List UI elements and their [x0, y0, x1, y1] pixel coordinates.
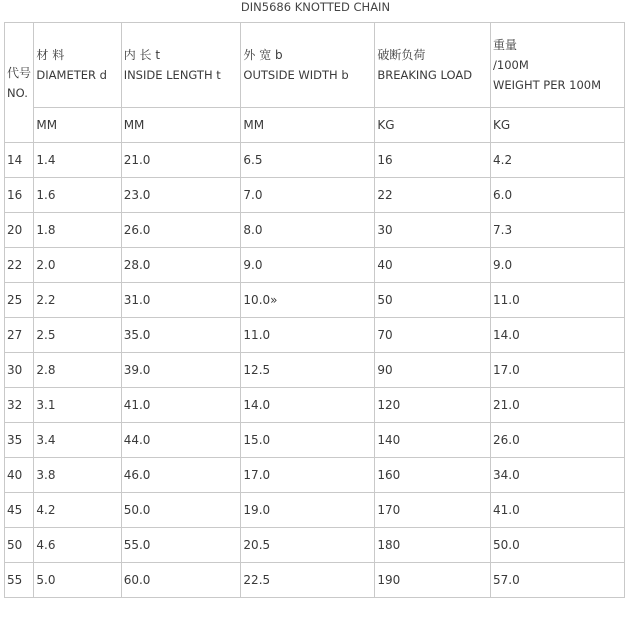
cell-weight: 50.0	[491, 528, 625, 563]
header-weight-unit: /100M	[493, 58, 529, 72]
spec-table	[4, 22, 625, 598]
cell-weight: 17.0	[491, 353, 625, 388]
header-code-cn: 代号	[7, 65, 32, 80]
cell-breaking-load: 120	[375, 388, 491, 423]
cell-breaking-load: 16	[375, 143, 491, 178]
header-outside-width-cn: 外 宽 b	[243, 48, 283, 62]
cell-inside-length: 55.0	[121, 528, 241, 563]
cell-breaking-load: 90	[375, 353, 491, 388]
cell-weight: 11.0	[491, 283, 625, 318]
header-code-en: NO.	[7, 85, 28, 100]
cell-inside-length: 46.0	[121, 458, 241, 493]
cell-code: 40	[5, 458, 34, 493]
cell-diameter: 2.8	[34, 353, 121, 388]
header-breaking-load	[375, 23, 491, 108]
table-body	[5, 143, 625, 598]
cell-breaking-load: 40	[375, 248, 491, 283]
table-row	[5, 143, 625, 178]
cell-weight: 26.0	[491, 423, 625, 458]
cell-code: 16	[5, 178, 34, 213]
cell-code: 32	[5, 388, 34, 423]
cell-diameter: 2.2	[34, 283, 121, 318]
cell-outside-width: 22.5	[241, 563, 375, 598]
cell-weight: 7.3	[491, 213, 625, 248]
cell-diameter: 3.4	[34, 423, 121, 458]
table-row	[5, 493, 625, 528]
cell-breaking-load: 30	[375, 213, 491, 248]
header-weight	[491, 23, 625, 108]
cell-outside-width: 8.0	[241, 213, 375, 248]
cell-code: 27	[5, 318, 34, 353]
cell-outside-width: 17.0	[241, 458, 375, 493]
cell-outside-width: 20.5	[241, 528, 375, 563]
header-diameter-en: DIAMETER d	[36, 68, 107, 82]
cell-outside-width: 7.0	[241, 178, 375, 213]
cell-outside-width: 9.0	[241, 248, 375, 283]
header-outside-width-en: OUTSIDE WIDTH b	[243, 68, 349, 82]
table-row	[5, 528, 625, 563]
page-title: DIN5686 KNOTTED CHAIN	[240, 0, 391, 14]
cell-weight: 14.0	[491, 318, 625, 353]
cell-code: 22	[5, 248, 34, 283]
cell-outside-width: 15.0	[241, 423, 375, 458]
table-row	[5, 388, 625, 423]
cell-code: 25	[5, 283, 34, 318]
header-breaking-load-en: BREAKING LOAD	[377, 68, 473, 82]
cell-breaking-load: 160	[375, 458, 491, 493]
cell-weight: 6.0	[491, 178, 625, 213]
cell-outside-width: 10.0»	[241, 283, 375, 318]
cell-weight: 21.0	[491, 388, 625, 423]
cell-inside-length: 39.0	[121, 353, 241, 388]
cell-weight: 57.0	[491, 563, 625, 598]
cell-diameter: 2.0	[34, 248, 121, 283]
cell-inside-length: 41.0	[121, 388, 241, 423]
header-diameter-cn: 材 料	[36, 48, 65, 62]
cell-diameter: 2.5	[34, 318, 121, 353]
cell-code: 30	[5, 353, 34, 388]
cell-inside-length: 60.0	[121, 563, 241, 598]
table-row	[5, 318, 625, 353]
cell-outside-width: 19.0	[241, 493, 375, 528]
unit-cell: KG	[375, 108, 491, 143]
cell-inside-length: 50.0	[121, 493, 241, 528]
cell-diameter: 5.0	[34, 563, 121, 598]
cell-inside-length: 21.0	[121, 143, 241, 178]
cell-outside-width: 11.0	[241, 318, 375, 353]
table-row	[5, 458, 625, 493]
cell-inside-length: 35.0	[121, 318, 241, 353]
unit-cell: MM	[34, 108, 121, 143]
header-weight-en: WEIGHT PER 100M	[493, 78, 602, 92]
table-row	[5, 213, 625, 248]
cell-inside-length: 44.0	[121, 423, 241, 458]
table-row	[5, 178, 625, 213]
cell-weight: 34.0	[491, 458, 625, 493]
table-row	[5, 283, 625, 318]
cell-code: 35	[5, 423, 34, 458]
cell-breaking-load: 50	[375, 283, 491, 318]
cell-outside-width: 12.5	[241, 353, 375, 388]
cell-diameter: 1.6	[34, 178, 121, 213]
header-inside-length	[121, 23, 241, 108]
cell-diameter: 1.8	[34, 213, 121, 248]
unit-cell: MM	[241, 108, 375, 143]
cell-breaking-load: 70	[375, 318, 491, 353]
cell-code: 14	[5, 143, 34, 178]
cell-breaking-load: 170	[375, 493, 491, 528]
cell-diameter: 3.8	[34, 458, 121, 493]
cell-inside-length: 28.0	[121, 248, 241, 283]
header-row	[5, 23, 625, 108]
cell-code: 20	[5, 213, 34, 248]
cell-weight: 4.2	[491, 143, 625, 178]
cell-diameter: 1.4	[34, 143, 121, 178]
cell-diameter: 3.1	[34, 388, 121, 423]
table-row	[5, 563, 625, 598]
header-diameter	[34, 23, 121, 108]
cell-inside-length: 26.0	[121, 213, 241, 248]
cell-diameter: 4.2	[34, 493, 121, 528]
cell-breaking-load: 22	[375, 178, 491, 213]
cell-breaking-load: 190	[375, 563, 491, 598]
cell-weight: 41.0	[491, 493, 625, 528]
cell-code: 55	[5, 563, 34, 598]
cell-breaking-load: 140	[375, 423, 491, 458]
cell-weight: 9.0	[491, 248, 625, 283]
cell-inside-length: 31.0	[121, 283, 241, 318]
cell-outside-width: 14.0	[241, 388, 375, 423]
header-breaking-load-cn: 破断负荷	[377, 48, 426, 62]
cell-breaking-load: 180	[375, 528, 491, 563]
units-row	[5, 108, 625, 143]
unit-cell: MM	[121, 108, 241, 143]
table-row	[5, 353, 625, 388]
cell-code: 50	[5, 528, 34, 563]
header-weight-cn: 重量	[493, 38, 518, 52]
cell-code: 45	[5, 493, 34, 528]
cell-diameter: 4.6	[34, 528, 121, 563]
unit-cell: KG	[491, 108, 625, 143]
cell-inside-length: 23.0	[121, 178, 241, 213]
table-row	[5, 423, 625, 458]
header-inside-length-cn: 内 长 t	[123, 48, 161, 62]
header-outside-width	[241, 23, 375, 108]
table-row	[5, 248, 625, 283]
header-inside-length-en: INSIDE LENGTH t	[123, 68, 221, 82]
header-code	[5, 23, 34, 143]
cell-outside-width: 6.5	[241, 143, 375, 178]
